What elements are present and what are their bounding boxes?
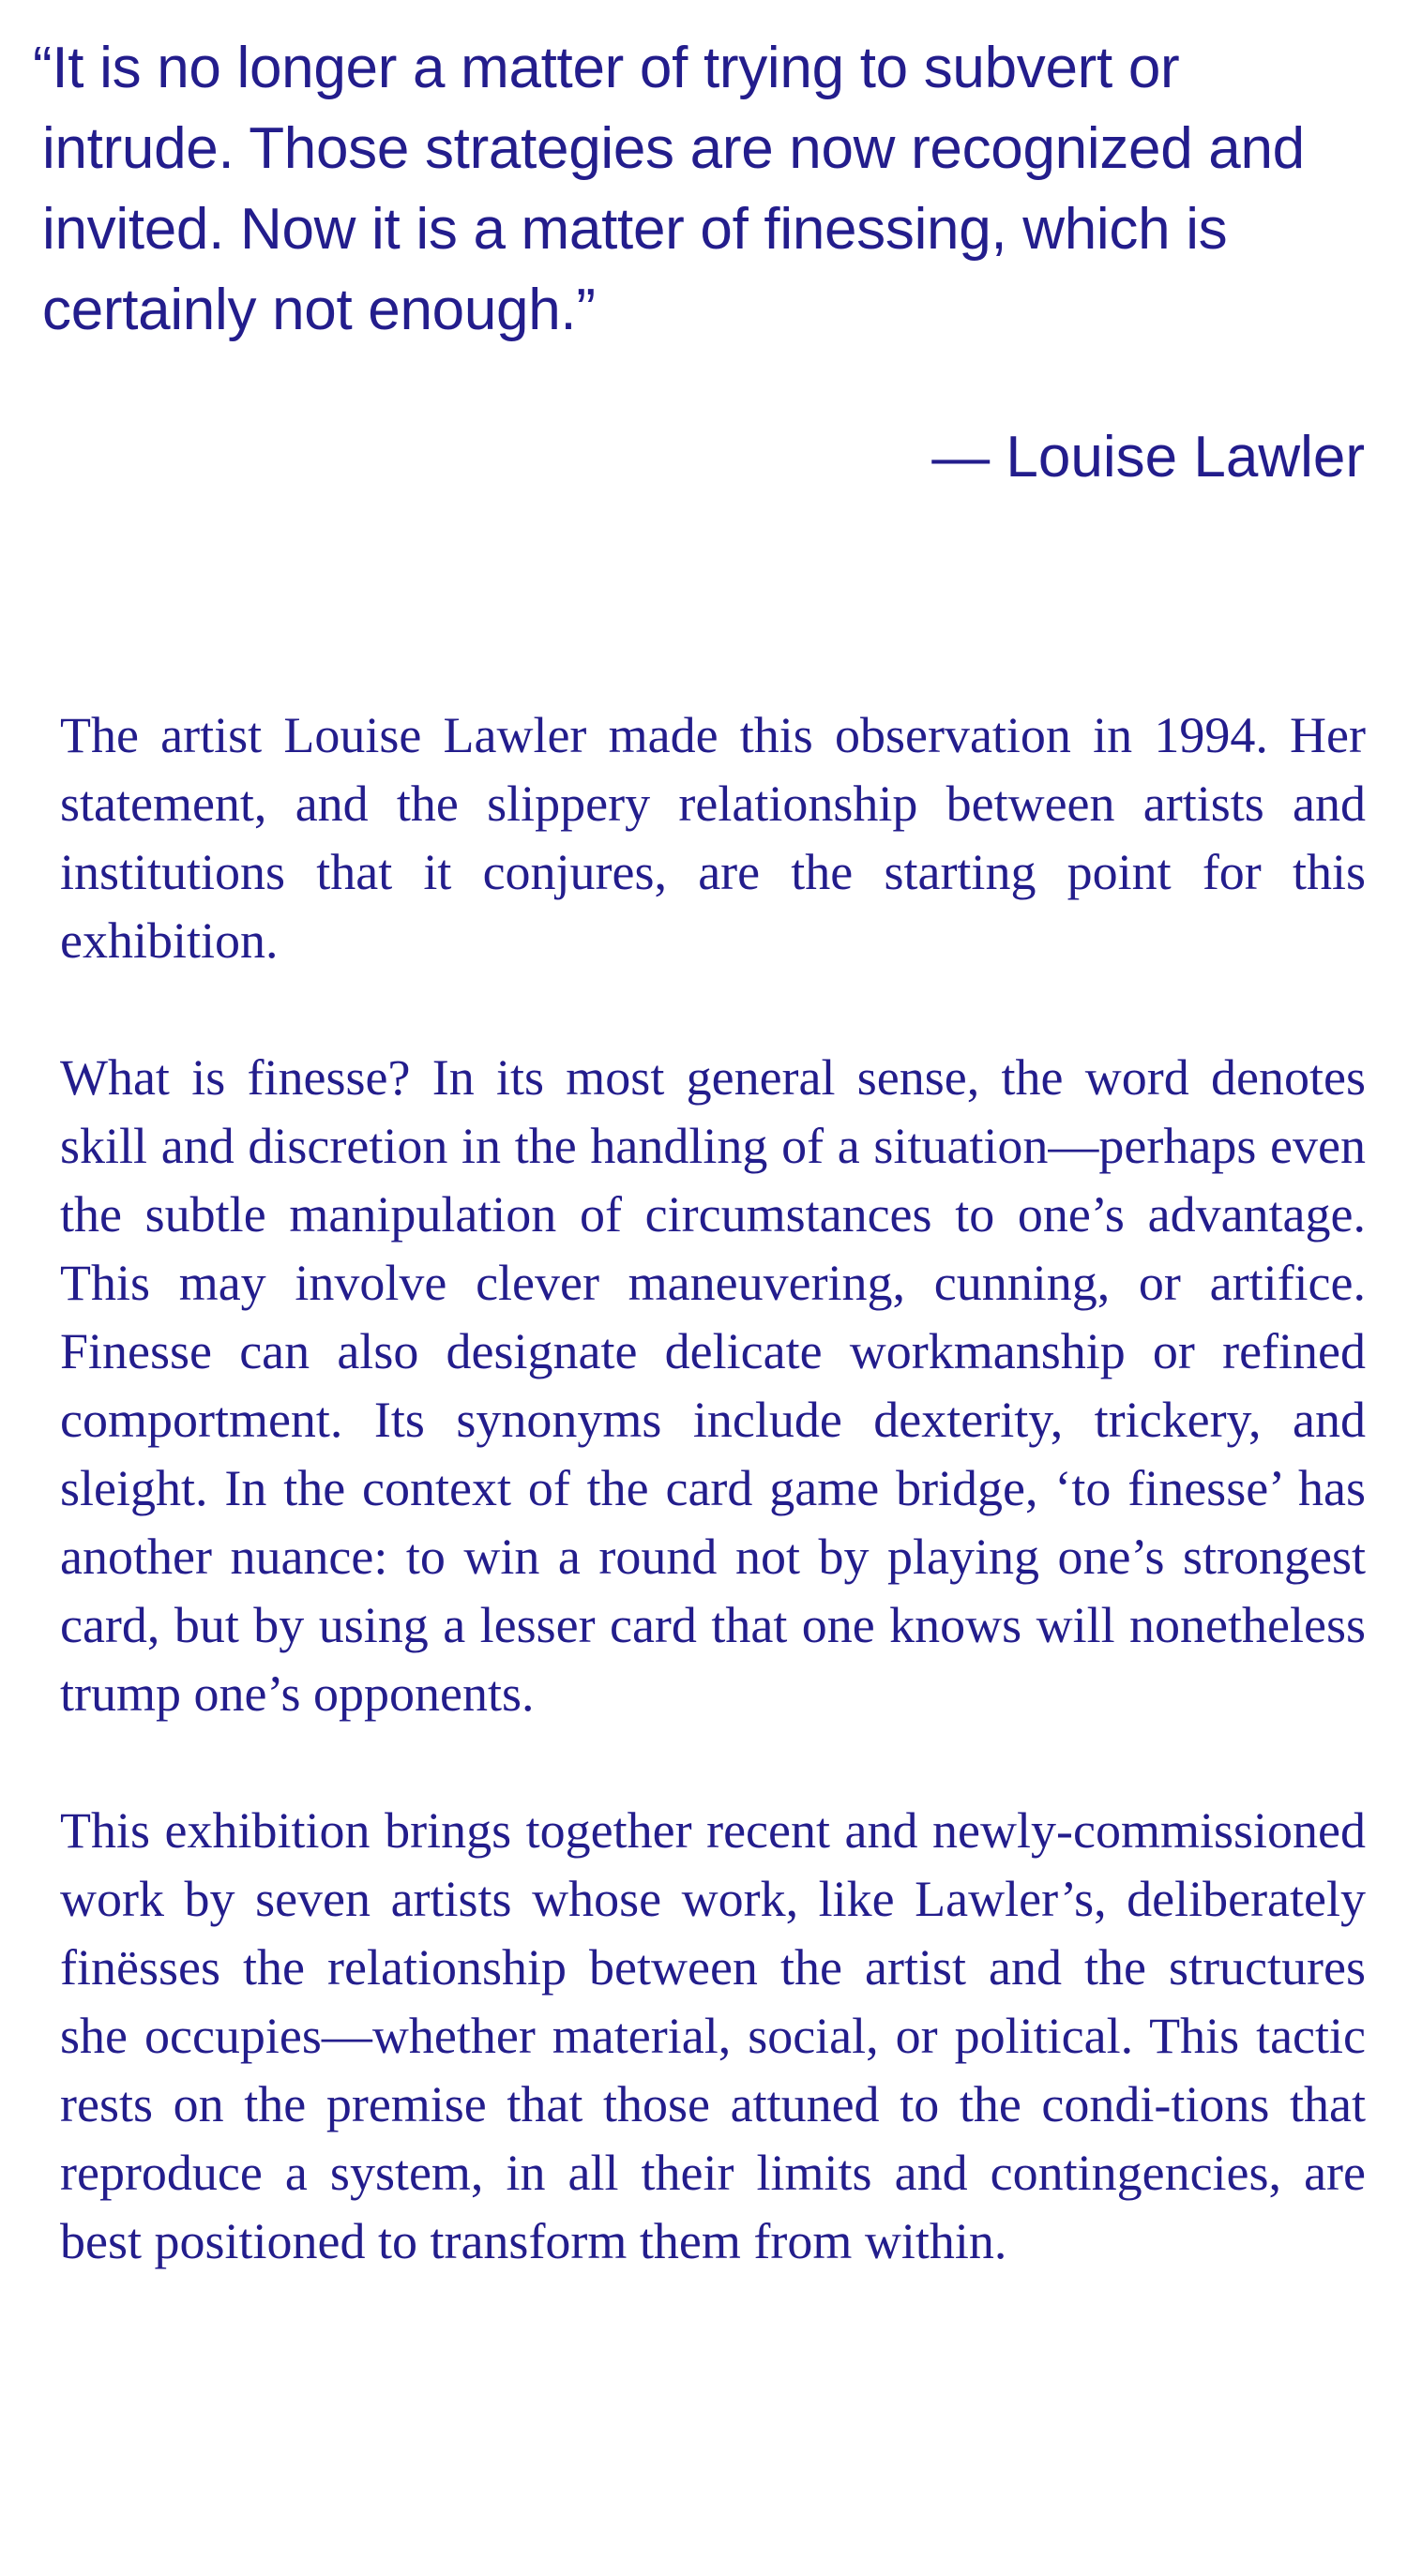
quote-attribution: — Louise Lawler	[931, 425, 1365, 490]
paragraph-finesse-definition: What is finesse? In its most general sense, the word denotes skill and discretion in the handling of a situation—perhaps even the subtle manipulation of circumstances to one’s advantage. This may involve clever maneuvering, cunning, or artifice. Finesse can also designate delicate workmanship or refined comportment. Its synonyms include dexterity, trickery, and sleight. In the context of the card game bridge, ‘to finesse’ has another nuance: to win a round not by playing one’s strongest card, but by using a lesser card that one knows will nonetheless trump one’s opponents.	[60, 1049, 1366, 1722]
paragraph-intro: The artist Louise Lawler made this observation in 1994. Her statement, and the slippery relationship between artists and institutions that it conjures, are the starting point for this exhibition.	[60, 707, 1366, 969]
epigraph-quote-block	[33, 28, 1365, 351]
exhibition-introduction	[60, 701, 1366, 2344]
paragraph-exhibition-description: This exhibition brings together recent and newly-commissioned work by seven artists whose work, like Lawler’s, deliberately finësses the relationship between the artist and the structures she occupies—whether material, social, or political. This tactic rests on the premise that those attuned to the condi-tions that reproduce a system, in all their limits and contingencies, are best positioned to transform them from within.	[60, 1802, 1366, 2269]
epigraph-quote: “It is no longer a matter of trying to subvert or intrude. Those strategies are now recognized and invited. Now it is a matter of finessing, which is certainly not enough.”	[33, 36, 1305, 342]
